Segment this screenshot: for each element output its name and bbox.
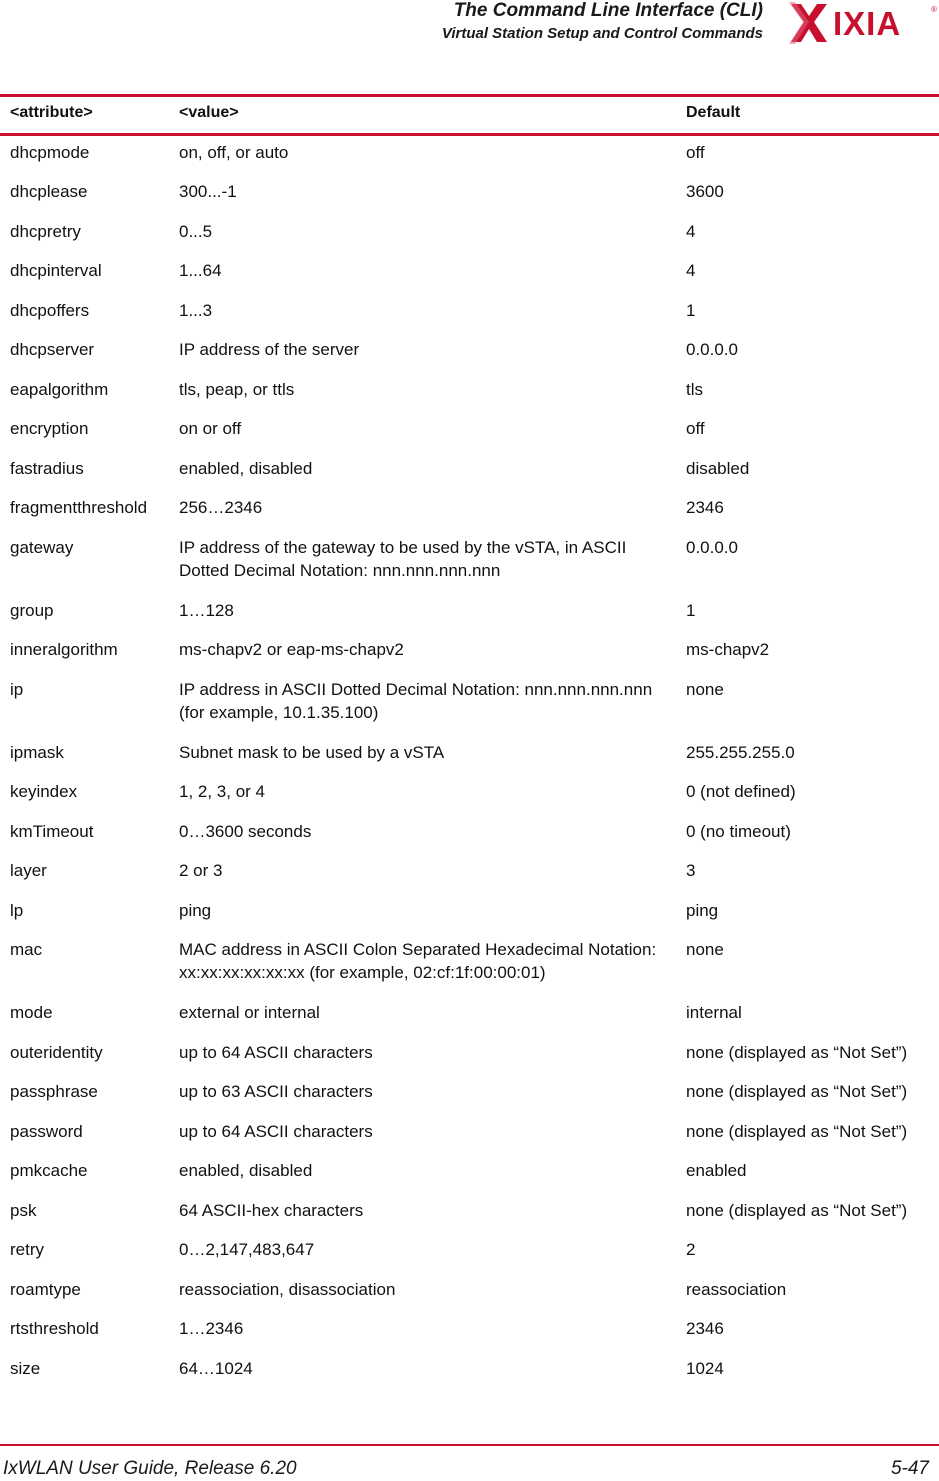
page-header-title: The Command Line Interface (CLI) (453, 0, 763, 21)
value-cell: tls, peap, or ttls (179, 380, 295, 399)
default-cell: ms-chapv2 (686, 640, 770, 659)
attribute-cell: encryption (10, 419, 89, 438)
default-cell: 1 (686, 301, 696, 320)
attribute-cell: dhcpserver (10, 340, 95, 359)
attribute-cell: group (10, 601, 54, 620)
value-cell: up to 63 ASCII characters (179, 1082, 373, 1101)
default-cell: none (686, 680, 724, 699)
attribute-cell: dhcpoffers (10, 301, 90, 320)
default-cell: none (displayed as “Not Set”) (686, 1201, 908, 1220)
value-cell: IP address of the gateway to be used by the vSTA, in ASCII Dotted Decimal Notation: nnn.nnn.nnn.nnn (179, 538, 627, 580)
ixia-x-mark-icon (789, 2, 827, 44)
default-cell: 3 (686, 861, 696, 880)
attribute-cell: dhcpmode (10, 143, 90, 162)
attribute-cell: password (10, 1122, 83, 1141)
attribute-cell: ip (10, 680, 24, 699)
default-cell: none (686, 940, 724, 959)
attribute-cell: mac (10, 940, 43, 959)
value-cell: up to 64 ASCII characters (179, 1122, 373, 1141)
value-cell: up to 64 ASCII characters (179, 1043, 373, 1062)
default-cell: 0.0.0.0 (686, 340, 738, 359)
attribute-cell: fragmentthreshold (10, 498, 148, 517)
value-cell: 0…3600 seconds (179, 822, 312, 841)
column-header-value: <value> (179, 104, 239, 121)
value-cell: ms-chapv2 or eap-ms-chapv2 (179, 640, 404, 659)
ixia-wordmark: IXIA (833, 5, 902, 42)
value-cell: 64…1024 (179, 1359, 253, 1378)
value-cell: MAC address in ASCII Colon Separated Hexadecimal Notation: xx:xx:xx:xx:xx:xx (for example, 02:cf:1f:00:00:01) (179, 940, 657, 982)
attribute-cell: lp (10, 901, 24, 920)
default-cell: 0 (not defined) (686, 782, 796, 801)
footer-divider (0, 1444, 939, 1446)
value-cell: external or internal (179, 1003, 320, 1022)
value-cell: enabled, disabled (179, 459, 313, 478)
ixia-logo (787, 0, 939, 46)
default-cell: 4 (686, 222, 696, 241)
default-cell: 2346 (686, 1319, 724, 1338)
column-header-default: Default (686, 104, 741, 121)
attribute-cell: mode (10, 1003, 53, 1022)
attribute-cell: rtsthreshold (10, 1319, 99, 1338)
default-cell: 2346 (686, 498, 724, 517)
attribute-cell: dhcplease (10, 182, 88, 201)
attribute-cell: eapalgorithm (10, 380, 109, 399)
attribute-cell: ipmask (10, 743, 64, 762)
top-divider (0, 94, 939, 97)
default-cell: 4 (686, 261, 696, 280)
default-cell: tls (686, 380, 703, 399)
attribute-cell: size (10, 1359, 41, 1378)
value-cell: enabled, disabled (179, 1161, 313, 1180)
attribute-cell: kmTimeout (10, 822, 94, 841)
footer-page-number: 5-47 (890, 1458, 929, 1479)
footer-doc-title: IxWLAN User Guide, Release 6.20 (3, 1458, 297, 1479)
default-cell: 1024 (686, 1359, 724, 1378)
value-cell: 0…2,147,483,647 (179, 1240, 315, 1259)
default-cell: off (686, 143, 705, 162)
default-cell: disabled (686, 459, 750, 478)
attribute-cell: fastradius (10, 459, 84, 478)
default-cell: none (displayed as “Not Set”) (686, 1122, 908, 1141)
default-cell: enabled (686, 1161, 747, 1180)
attribute-cell: inneralgorithm (10, 640, 118, 659)
value-cell: 1…2346 (179, 1319, 244, 1338)
value-cell: 300...-1 (179, 182, 237, 201)
default-cell: 0 (no timeout) (686, 822, 791, 841)
value-cell: 2 or 3 (179, 861, 223, 880)
value-cell: Subnet mask to be used by a vSTA (179, 743, 445, 762)
attribute-cell: layer (10, 861, 47, 880)
default-cell: off (686, 419, 705, 438)
value-cell: on, off, or auto (179, 143, 289, 162)
default-cell: internal (686, 1003, 742, 1022)
value-cell: 1...3 (179, 301, 213, 320)
value-cell: 1…128 (179, 601, 234, 620)
value-cell: ping (179, 901, 212, 920)
default-cell: 2 (686, 1240, 696, 1259)
attribute-cell: retry (10, 1240, 44, 1259)
value-cell: 256…2346 (179, 498, 263, 517)
default-cell: 1 (686, 601, 696, 620)
attribute-cell: psk (10, 1201, 37, 1220)
attribute-cell: outeridentity (10, 1043, 103, 1062)
value-cell: 1, 2, 3, or 4 (179, 782, 265, 801)
default-cell: 255.255.255.0 (686, 743, 795, 762)
header-divider (0, 133, 939, 136)
value-cell: 0...5 (179, 222, 213, 241)
value-cell: reassociation, disassociation (179, 1280, 396, 1299)
registered-mark: ® (931, 5, 937, 14)
value-cell: 1...64 (179, 261, 222, 280)
column-header-attribute: <attribute> (10, 104, 93, 121)
default-cell: 3600 (686, 182, 724, 201)
value-cell: IP address in ASCII Dotted Decimal Notation: nnn.nnn.nnn.nnn (for example, 10.1.35.100) (179, 680, 653, 722)
page-header-subtitle: Virtual Station Setup and Control Commands (441, 25, 763, 42)
attribute-cell: dhcpinterval (10, 261, 102, 280)
attribute-cell: roamtype (10, 1280, 81, 1299)
attribute-cell: passphrase (10, 1082, 98, 1101)
default-cell: reassociation (686, 1280, 787, 1299)
attribute-cell: pmkcache (10, 1161, 88, 1180)
value-cell: IP address of the server (179, 340, 360, 359)
attribute-cell: keyindex (10, 782, 78, 801)
default-cell: ping (686, 901, 719, 920)
default-cell: none (displayed as “Not Set”) (686, 1082, 908, 1101)
attribute-cell: dhcpretry (10, 222, 81, 241)
value-cell: 64 ASCII-hex characters (179, 1201, 364, 1220)
default-cell: none (displayed as “Not Set”) (686, 1043, 908, 1062)
attribute-cell: gateway (10, 538, 74, 557)
value-cell: on or off (179, 419, 242, 438)
default-cell: 0.0.0.0 (686, 538, 738, 557)
